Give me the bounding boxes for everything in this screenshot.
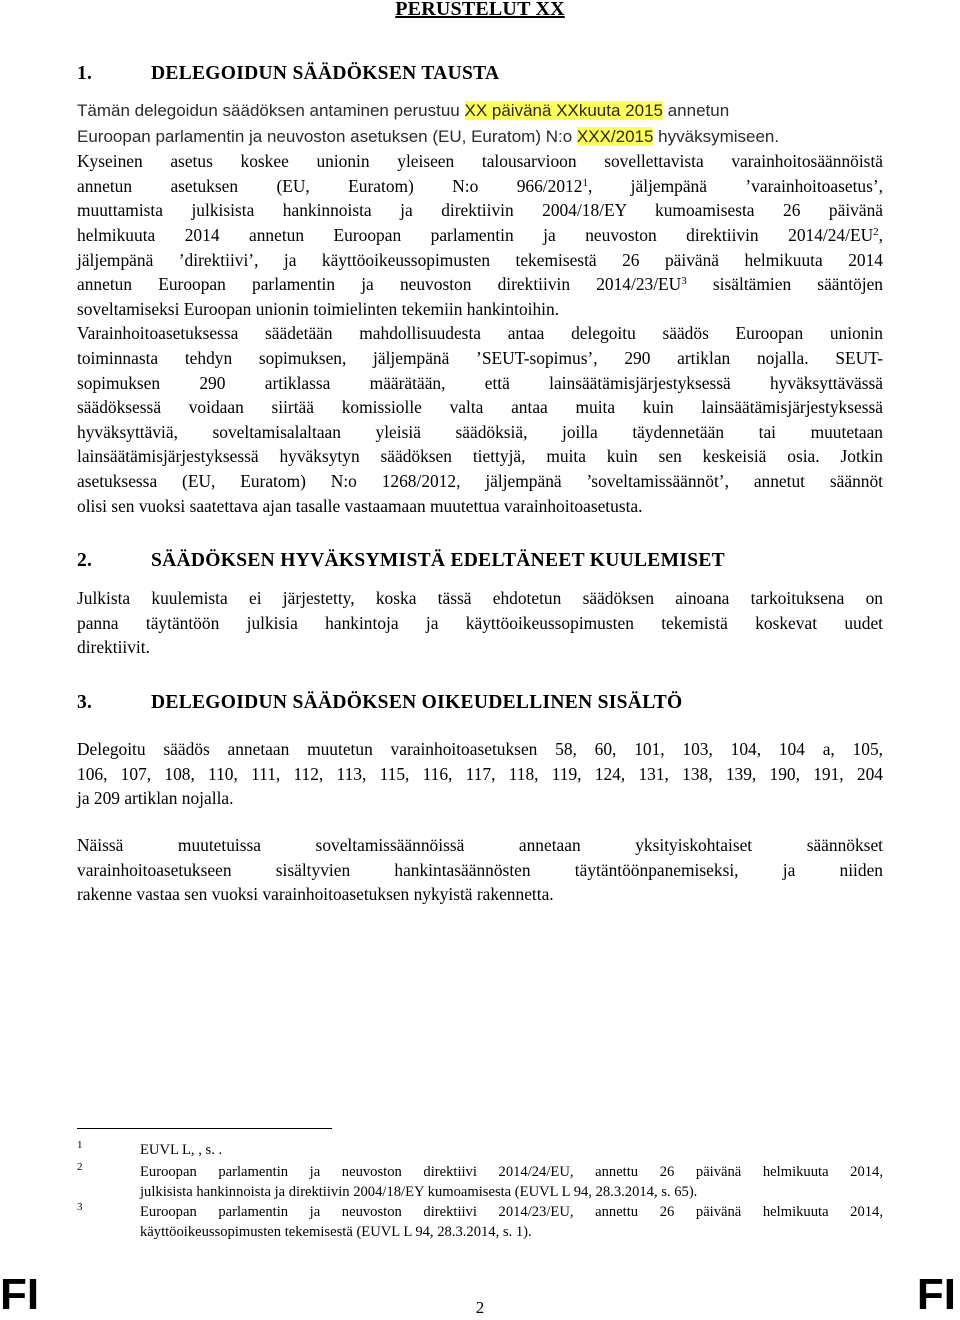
paragraph-line: Kyseinen asetus koskee unionin yleiseen talousarvioon sovellettavista varainhoitosäännöistä bbox=[77, 151, 883, 172]
paragraph-line: hyväksyttäviä, soveltamisalaltaan yleisiä säädöksiä, joilla täydennetään tai muutetaan bbox=[77, 421, 883, 442]
paragraph-line: sopimuksen 290 artiklassa määrätään, että lainsäätämisjärjestyksessä hyväksyttävässä bbox=[77, 372, 883, 393]
footnote-2 bbox=[77, 1162, 883, 1202]
footnote-1 bbox=[77, 1140, 883, 1160]
footnote-text: käyttöoikeussopimusten tekemisestä (EUVL L 94, 28.3.2014, s. 1). bbox=[140, 1224, 532, 1240]
footnote-separator bbox=[77, 1128, 332, 1129]
paragraph-line: Euroopan parlamentin ja neuvoston asetuksen (EU, Euratom) N:o XXX/2015 hyväksymiseen. bbox=[77, 126, 780, 146]
section-2-heading bbox=[77, 550, 725, 572]
footnote-text: EUVL L, , s. . bbox=[140, 1142, 223, 1158]
paragraph-line: jäljempänä ’direktiivi’, ja käyttöoikeussopimusten tekemisestä 26 päivänä helmikuuta 2014 bbox=[77, 249, 883, 270]
paragraph-line: annetun Euroopan parlamentin ja neuvoston direktiivin $2014/23/EU^3$ sisältämien sääntöjen bbox=[77, 274, 883, 295]
paragraph-line: Julkista kuulemista ei järjestetty, koska tässä ehdotetun säädöksen ainoana tarkoituksena on bbox=[77, 588, 883, 608]
paragraph-line: asetuksessa (EU, Euratom) N:o 1268/2012, jäljempänä ’soveltamissäännöt’, annetut säännöt bbox=[77, 470, 883, 491]
section-2-paragraph bbox=[77, 586, 883, 660]
footnote-text: Euroopan parlamentin ja neuvoston direktiivi 2014/23/EU, annettu 26 päivänä helmikuuta 2014, bbox=[140, 1204, 883, 1220]
paragraph-line: rakenne vastaa sen vuoksi varainhoitoasetuksen nykyistä rakennetta. bbox=[77, 884, 554, 905]
page-number: 2 bbox=[475, 1298, 485, 1317]
footnote-ref-3[interactable]: 3 bbox=[681, 275, 687, 288]
paragraph-line: Varainhoitoasetuksessa säädetään mahdollisuudesta antaa delegoitu säädös Euroopan unionin bbox=[77, 323, 883, 344]
paragraph-line: Delegoitu säädös annetaan muutetun varainhoitoasetuksen 58, 60, 101, 103, 104, 104 a, 105, bbox=[77, 739, 883, 759]
paragraph-line: panna täytäntöön julkisia hankintoja ja käyttöoikeussopimusten tekemistä koskevat uudet bbox=[77, 612, 883, 633]
footer-language-right: FI bbox=[916, 1270, 956, 1319]
footnote-text: Euroopan parlamentin ja neuvoston direktiivi 2014/24/EU, annettu 26 päivänä helmikuuta 2014, bbox=[140, 1164, 883, 1180]
highlighted-placeholder: XX päivänä XXkuuta 2015 bbox=[464, 101, 663, 120]
paragraph-line: lainsäätämisjärjestyksessä hyväksytyn säädöksen tiettyjä, muita kuin sen keskeisiä osia. Jotkin bbox=[77, 446, 883, 467]
paragraph-line: varainhoitoasetukseen sisältyvien hankintasäännösten täytäntöönpanemiseksi, ja niiden bbox=[77, 859, 883, 880]
paragraph-line: helmikuuta 2014 annetun Euroopan parlamentin ja neuvoston direktiivin $2014/24/EU^2$, bbox=[77, 224, 883, 245]
page-title: PERUSTELUT XX bbox=[395, 0, 565, 20]
section-1-paragraph-1 bbox=[77, 98, 883, 518]
paragraph-line: direktiivit. bbox=[77, 637, 150, 658]
section-2-number: 2. bbox=[77, 550, 93, 571]
section-3-paragraph-2 bbox=[77, 833, 883, 907]
highlighted-placeholder: XXX/2015 bbox=[576, 126, 654, 146]
section-3-number: 3. bbox=[77, 692, 93, 713]
paragraph-line: säädöksessä voidaan siirtää komissiolle valta antaa muita kuin lainsäätämisjärjestyksessä bbox=[77, 397, 883, 418]
footnote-text: julkisista hankinnoista ja direktiivin 2004/18/EY kumoamisesta (EUVL L 94, 28.3.2014, s. 65). bbox=[140, 1184, 698, 1200]
footnote-ref-2[interactable]: 2 bbox=[873, 225, 879, 238]
footer-language-left: FI bbox=[0, 1270, 40, 1319]
paragraph-line: muuttamista julkisista hankinnoista ja direktiivin 2004/18/EY kumoamisesta 26 päivänä bbox=[77, 200, 883, 221]
footnote-number: 3 bbox=[77, 1201, 83, 1213]
section-3-paragraph-1 bbox=[77, 737, 883, 811]
footnote-3 bbox=[77, 1202, 883, 1242]
footnote-number: 2 bbox=[77, 1161, 83, 1173]
paragraph-line: Näissä muutetuissa soveltamissäännöissä annetaan yksityiskohtaiset säännökset bbox=[77, 835, 883, 855]
paragraph-line: annetun asetuksen (EU, Euratom) N:o 966/2012$^1$, jäljempänä ’varainhoitoasetus’, bbox=[77, 175, 883, 196]
section-2-title: SÄÄDÖKSEN HYVÄKSYMISTÄ EDELTÄNEET KUULEMISET bbox=[151, 550, 725, 571]
footnote-ref-1[interactable]: 1 bbox=[582, 176, 588, 189]
section-3-heading bbox=[77, 692, 682, 714]
paragraph-line: olisi sen vuoksi saatettava ajan tasalle vastaamaan muutettua varainhoitoasetusta. bbox=[77, 495, 643, 516]
footnote-number: 1 bbox=[77, 1139, 83, 1151]
section-3-title: DELEGOIDUN SÄÄDÖKSEN OIKEUDELLINEN SISÄLTÖ bbox=[151, 692, 683, 713]
section-1-number: 1. bbox=[77, 63, 93, 84]
paragraph-line: toiminnasta tehdyn sopimuksen, jäljempänä ’SEUT-sopimus’, 290 artiklan nojalla. SEUT- bbox=[77, 347, 883, 368]
paragraph-line: soveltamiseksi Euroopan unionin toimielinten tekemiin hankintoihin. bbox=[77, 298, 560, 319]
paragraph-line: ja 209 artiklan nojalla. bbox=[77, 788, 234, 809]
paragraph-line: 106, 107, 108, 110, 111, 112, 113, 115, 116, 117, 118, 119, 124, 131, 138, 139, 190, 191, 204 bbox=[77, 763, 883, 784]
section-1-title: DELEGOIDUN SÄÄDÖKSEN TAUSTA bbox=[151, 63, 500, 84]
section-1-heading bbox=[77, 63, 499, 85]
paragraph-line: Tämän delegoidun säädöksen antaminen perustuu XX päivänä XXkuuta 2015 annetun bbox=[77, 101, 730, 120]
